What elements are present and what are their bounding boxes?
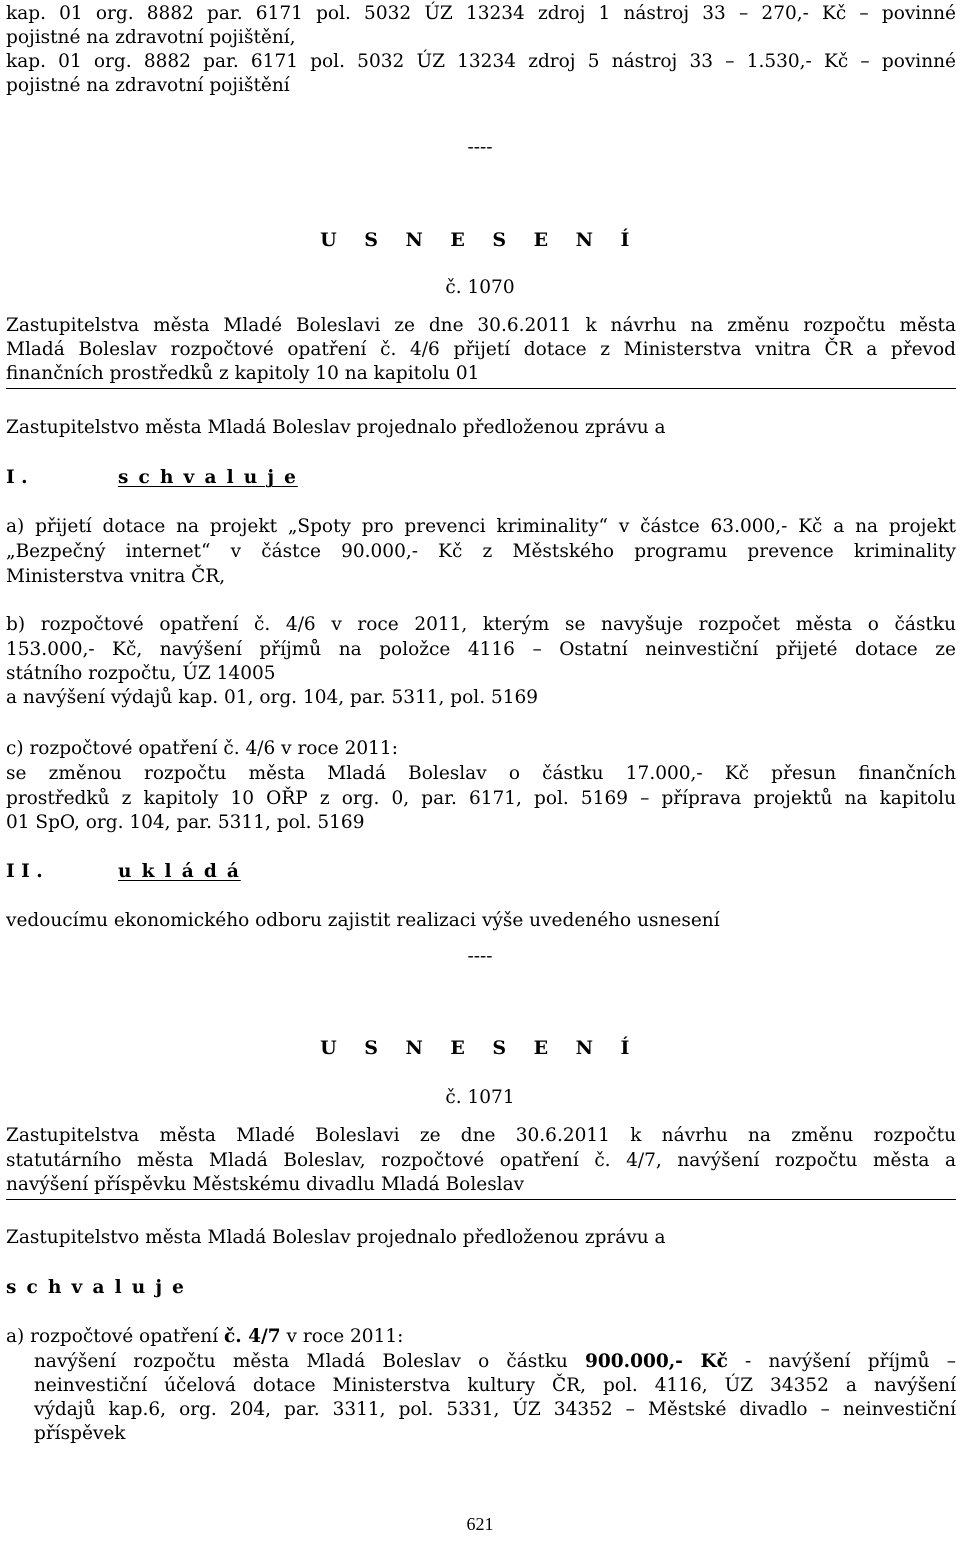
item-line: příspěvek bbox=[34, 1423, 126, 1444]
item-line: státního rozpočtu, ÚZ 14005 bbox=[6, 663, 276, 684]
resolution-subject-line: Zastupitelstva města Mladé Boleslavi ze dne 30.6.2011 k návrhu na změnu rozpočtu bbox=[6, 1125, 956, 1146]
section-number: I . bbox=[6, 467, 28, 488]
text-line: pojistné na zdravotní pojištění bbox=[6, 75, 290, 96]
resolution-subject-line: statutárního města Mladá Boleslav, rozpočtové opatření č. 4/7, navýšení rozpočtu města a bbox=[6, 1150, 956, 1171]
item-text: navýšení rozpočtu města Mladá Boleslav o částku bbox=[34, 1351, 586, 1372]
task-line: vedoucímu ekonomického odboru zajistit realizaci výše uvedeného usnesení bbox=[6, 910, 720, 931]
amount: 900.000,- Kč bbox=[585, 1351, 728, 1372]
resolution-intro: Zastupitelstvo města Mladá Boleslav projednalo předloženou zprávu a bbox=[6, 417, 666, 438]
resolution-heading: U S N E S E N Í bbox=[320, 1037, 640, 1059]
section-verb: u k l á d á bbox=[118, 861, 241, 882]
resolution-subject-line: finančních prostředků z kapitoly 10 na kapitolu 01 bbox=[6, 363, 480, 384]
item-line: 01 SpO, org. 104, par. 5311, pol. 5169 bbox=[6, 812, 365, 833]
resolution-heading: U S N E S E N Í bbox=[320, 229, 640, 251]
item-line: c) rozpočtové opatření č. 4/6 v roce 2011: bbox=[6, 738, 398, 759]
subject-underline-rule bbox=[6, 1199, 956, 1200]
measure-number: č. 4/7 bbox=[224, 1326, 281, 1347]
subject-underline-rule bbox=[6, 388, 956, 389]
item-line: prostředků z kapitoly 10 OŘP z org. 0, par. 6171, pol. 5169 – příprava projektů na kapitolu bbox=[6, 788, 956, 809]
item-line: b) rozpočtové opatření č. 4/6 v roce 2011, kterým se navyšuje rozpočet města o částku bbox=[6, 614, 956, 635]
item-line: 153.000,- Kč, navýšení příjmů na položce 4116 – Ostatní neinvestiční přijeté dotace ze bbox=[6, 639, 956, 660]
section-verb: s c h v a l u j e bbox=[118, 467, 298, 488]
text-line: pojistné na zdravotní pojištění, bbox=[6, 27, 296, 48]
item-line: a navýšení výdajů kap. 01, org. 104, par. 5311, pol. 5169 bbox=[6, 687, 539, 708]
item-text: - navýšení příjmů – bbox=[727, 1351, 956, 1372]
item-line: a) přijetí dotace na projekt „Spoty pro prevenci kriminality“ v částce 63.000,- Kč a na projekt bbox=[6, 516, 956, 537]
page-number: 621 bbox=[466, 1514, 494, 1534]
item-line bbox=[6, 1325, 403, 1349]
resolution-intro: Zastupitelstvo města Mladá Boleslav projednalo předloženou zprávu a bbox=[6, 1227, 666, 1248]
item-line: „Bezpečný internet“ v částce 90.000,- Kč z Městského programu prevence kriminality bbox=[6, 541, 956, 562]
item-line: výdajů kap.6, org. 204, par. 3311, pol. 5331, ÚZ 34352 – Městské divadlo – neinvestiční bbox=[34, 1399, 956, 1420]
section-verb: s c h v a l u j e bbox=[6, 1277, 186, 1298]
resolution-subject-line: Zastupitelstva města Mladé Boleslavi ze dne 30.6.2011 k návrhu na změnu rozpočtu města bbox=[6, 315, 956, 336]
item-text: a) rozpočtové opatření bbox=[6, 1326, 224, 1347]
resolution-subject-line: navýšení příspěvku Městskému divadlu Mladá Boleslav bbox=[6, 1174, 525, 1195]
item-line bbox=[34, 1350, 956, 1374]
text-line: kap. 01 org. 8882 par. 6171 pol. 5032 ÚZ 13234 zdroj 1 nástroj 33 – 270,- Kč – povinné bbox=[6, 3, 956, 24]
item-line: neinvestiční účelová dotace Ministerstva kultury ČR, pol. 4116, ÚZ 34352 a navýšení bbox=[34, 1375, 956, 1396]
section-number: I I . bbox=[6, 861, 43, 882]
item-text: v roce 2011: bbox=[280, 1326, 404, 1347]
separator: ---- bbox=[467, 946, 493, 967]
item-line: se změnou rozpočtu města Mladá Boleslav o částku 17.000,- Kč přesun finančních bbox=[6, 763, 956, 784]
item-line: Ministerstva vnitra ČR, bbox=[6, 566, 226, 587]
text-line: kap. 01 org. 8882 par. 6171 pol. 5032 ÚZ 13234 zdroj 5 nástroj 33 – 1.530,- Kč – povinné bbox=[6, 51, 956, 72]
resolution-number: č. 1071 bbox=[445, 1087, 515, 1108]
separator: ---- bbox=[467, 137, 493, 158]
resolution-subject-line: Mladá Boleslav rozpočtové opatření č. 4/6 přijetí dotace z Ministerstva vnitra ČR a převod bbox=[6, 339, 956, 360]
resolution-number: č. 1070 bbox=[445, 277, 515, 298]
